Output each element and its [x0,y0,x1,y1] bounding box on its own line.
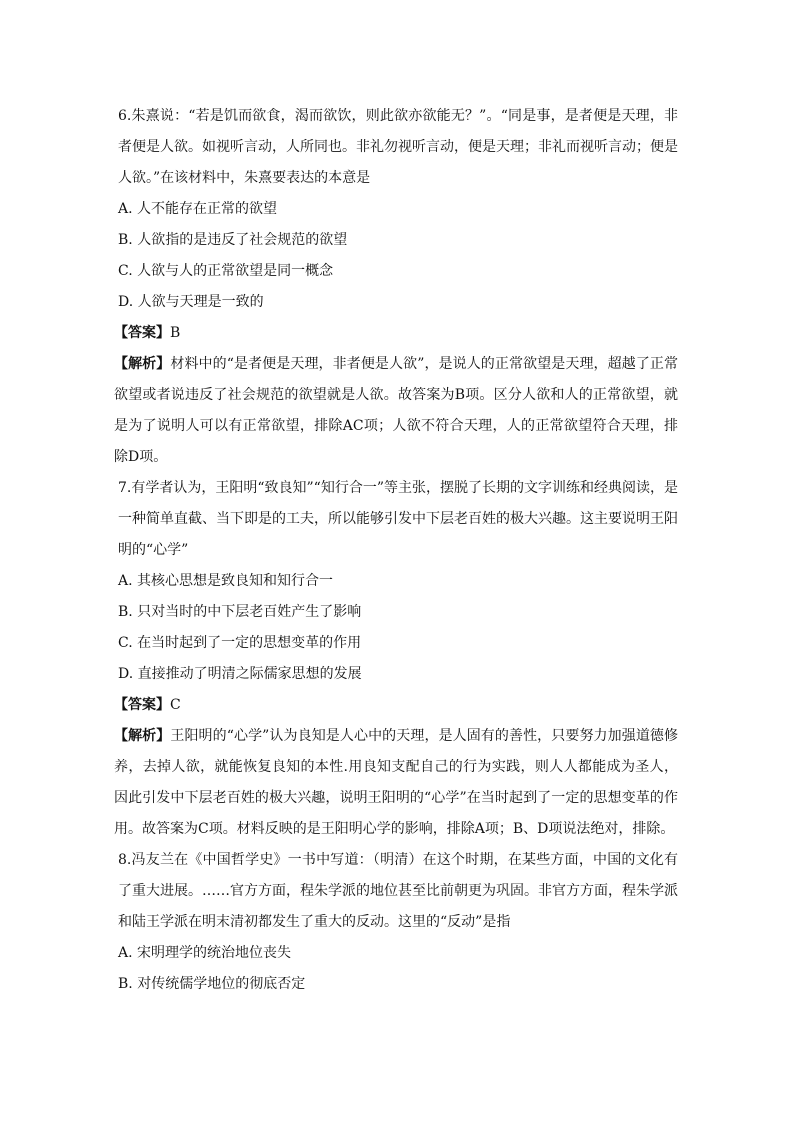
analysis-label: 【解析】 [114,728,171,744]
question-6-stem: 6.朱熹说：“若是饥而欲食，渴而欲饮，则此欲亦欲能无？”。“同是事，是者便是天理，非者便是人欲。如视听言动，人所同也。非礼勿视听言动，便是天理；非礼而视听言动；便是人欲。”在该材料中，朱熹要表达的本意是 [118,108,678,186]
question-8-stem: 8.冯友兰在《中国哲学史》一书中写道：（明清）在这个时期，在某些方面，中国的文化有了重大进展。……官方方面，程朱学派的地位甚至比前朝更为巩固。非官方方面，程朱学派和陆王学派在明末清初都发生了重大的反动。这里的“反动”是指 [118,852,678,930]
question-8-option-a: A. 宋明理学的统治地位丧失 [118,945,292,961]
answer-value: C [170,697,181,713]
analysis-text: 材料中的“是者便是天理，非者便是人欲”，是说人的正常欲望是天理，超越了正常欲望或者说违反了社会规范的欲望就是人欲。故答案为B项。区分人欲和人的正常欲望，就是为了说明人可以有正常欲望，排除AC项；人欲不符合天理，人的正常欲望符合天理，排除D项。 [114,356,679,465]
question-6-option-b: B. 人欲指的是违反了社会规范的欲望 [118,232,348,248]
question-6-analysis [114,349,678,473]
question-7-option-d: D. 直接推动了明清之际儒家思想的发展 [118,666,362,682]
question-6-option-d: D. 人欲与天理是一致的 [118,294,264,310]
question-8-option-b: B. 对传统儒学地位的彻底否定 [118,976,306,992]
question-7-option-a: A. 其核心思想是致良知和知行合一 [118,573,334,589]
question-6-answer [114,318,678,349]
question-7-option-c: C. 在当时起到了一定的思想变革的作用 [118,635,362,651]
analysis-label: 【解析】 [114,356,171,372]
question-7-answer [114,690,678,721]
question-7-option-b: B. 只对当时的中下层老百姓产生了影响 [118,604,362,620]
analysis-text: 王阳明的“心学”认为良知是人心中的天理，是人固有的善性，只要努力加强道德修养，去掉人欲，就能恢复良知的本性.用良知支配自己的行为实践，则人人都能成为圣人，因此引发中下层老百姓的极大兴趣，说明王阳明的“心学”在当时起到了一定的思想变革的作用。故答案为C项。材料反映的是王阳明心学的影响，排除A项；B、D项说法绝对，排除。 [114,728,679,837]
question-7-stem: 7.有学者认为，王阳明“致良知”“知行合一”等主张，摆脱了长期的文字训练和经典阅读，是一种简单直截、当下即是的工夫，所以能够引发中下层老百姓的极大兴趣。这主要说明王阳明的“心学” [118,480,678,558]
question-6-option-c: C. 人欲与人的正常欲望是同一概念 [118,263,334,279]
question-7-analysis [114,721,678,845]
question-6-option-a: A. 人不能存在正常的欲望 [118,201,278,217]
answer-label: 【答案】 [114,697,170,713]
document-body [114,101,679,1000]
answer-value: B [170,325,181,341]
answer-label: 【答案】 [114,325,170,341]
